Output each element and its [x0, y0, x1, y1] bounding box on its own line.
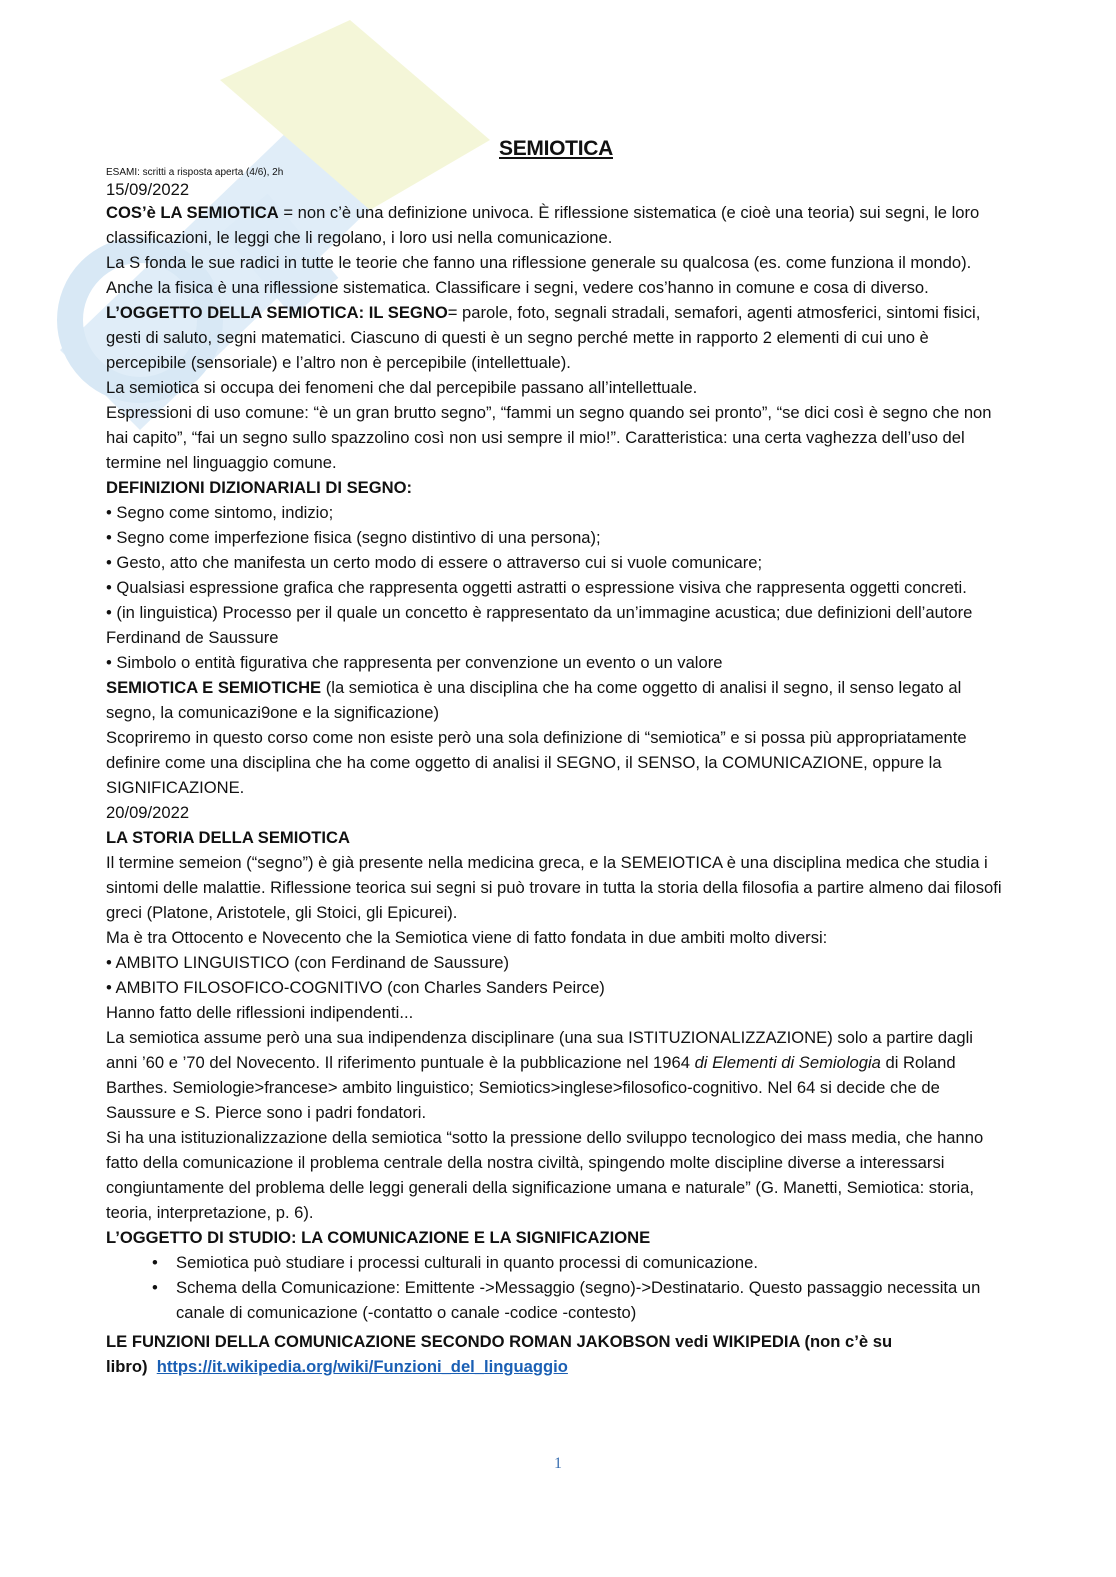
paragraph-oggetto: L’OGGETTO DELLA SEMIOTICA: IL SEGNO= parole, foto, segnali stradali, semafori, agenti atmosferici, sintomi fisici, gesti di saluto, segni matematici. Ciascuno di questi è un segno perché mette in rapporto 2 elementi di cui uno è percepibile (sensoriale) e l’altro non è percepibile (intellettuale). [106, 303, 981, 372]
date-2: 20/09/2022 [106, 803, 190, 822]
bullet-icon: • [152, 1278, 158, 1297]
heading-studio: L’OGGETTO DI STUDIO: LA COMUNICAZIONE E LA SIGNIFICAZIONE [106, 1228, 651, 1247]
list-item: • AMBITO LINGUISTICO (con Ferdinand de Saussure) [106, 953, 509, 972]
list-item: • Gesto, atto che manifesta un certo modo di essere o attraverso cui si vuole comunicare; [106, 553, 763, 572]
list-item: • Qualsiasi espressione grafica che rappresenta oggetti astratti o espressione visiva che rappresenta oggetti concreti. [106, 578, 967, 597]
list-item: • AMBITO FILOSOFICO-COGNITIVO (con Charles Sanders Peirce) [106, 978, 605, 997]
page-title: SEMIOTICA [499, 137, 613, 160]
heading-jakobson: LE FUNZIONI DELLA COMUNICAZIONE SECONDO ROMAN JAKOBSON vedi WIKIPEDIA (non c’è su libro) [106, 1332, 893, 1376]
paragraph-radici: La S fonda le sue radici in tutte le teorie che fanno una riflessione generale su qualcosa (es. come funziona il mondo). Anche la fisica è una riflessione sistematica. Classificare i segni, vedere cos’hanno in comune e cosa di diverso. [106, 253, 972, 297]
paragraph-fenomeni: La semiotica si occupa dei fenomeni che dal percepibile passano all’intellettuale. [106, 378, 698, 397]
paragraph-riflessioni: Hanno fatto delle riflessioni indipendenti... [106, 1003, 414, 1022]
heading-oggetto: L’OGGETTO DELLA SEMIOTICA: IL SEGNO [106, 303, 448, 322]
bullet-icon: • [152, 1253, 158, 1272]
heading-definizioni: DEFINIZIONI DIZIONARIALI DI SEGNO: [106, 478, 413, 497]
list-item: • Segno come sintomo, indizio; [106, 503, 334, 522]
wikipedia-link[interactable]: https://it.wikipedia.org/wiki/Funzioni_del_linguaggio [156, 1357, 568, 1376]
paragraph-istituzionalizzazione: La semiotica assume però una sua indipendenza disciplinare (una sua ISTITUZIONALIZZAZIONE) solo a partire dagli anni ’60 e ’70 del Novecento. Il riferimento puntuale è la pubblicazione nel 1964 di Elementi di Semiologia di Roland Barthes. Semiologie>francese> ambito linguistico; Semiotics>inglese>filosofico-cognitivo. Nel 64 si decide che de Saussure e S. Pierce sono i padri fondatori. [106, 1028, 973, 1122]
date-1: 15/09/2022 [106, 180, 190, 199]
paragraph-espressioni: Espressioni di uso comune: “è un gran brutto segno”, “fammi un segno quando sei pronto”, “se dici così è segno che non hai capito”, “fai un segno sullo spazzolino così non usi sempre il mio!”. Caratteristica: una certa vaghezza dell’uso del termine nel linguaggio comune. [106, 403, 992, 472]
paragraph-mass-media: Si ha una istituzionalizzazione della semiotica “sotto la pressione dello sviluppo tecnologico dei mass media, che hanno fatto della comunicazione il problema centrale della nostra civiltà, spingendo molte discipline diverse a interessarsi congiuntamente del problema delle leggi generali della significazione umana e naturale” (G. Manetti, Semiotica: storia, teoria, interpretazione, p. 6). [106, 1128, 984, 1222]
paragraph-definition: COS’è LA SEMIOTICA = non c’è una definizione univoca. È riflessione sistematica (e cioè una teoria) sui segni, le loro classificazioni, le leggi che li regolano, i loro usi nella comunicazione. [106, 203, 980, 247]
heading-semiotiche: SEMIOTICA E SEMIOTICHE [106, 678, 322, 697]
list-item: • Semiotica può studiare i processi culturali in quanto processi di comunicazione. [106, 1250, 1006, 1275]
heading-storia: LA STORIA DELLA SEMIOTICA [106, 828, 350, 847]
document-page [106, 132, 1006, 1379]
page-number: 1 [554, 1455, 562, 1472]
paragraph-semeion: Il termine semeion (“segno”) è già presente nella medicina greca, e la SEMEIOTICA è una disciplina medica che studia i sintomi delle malattie. Riflessione teorica sui segni si può trovare in tutta la storia della filosofia a partire almeno dai filosofi greci (Platone, Aristotele, gli Stoici, gli Epicurei). [106, 853, 1002, 922]
paragraph-ottocento: Ma è tra Ottocento e Novecento che la Semiotica viene di fatto fondata in due ambiti molto diversi: [106, 928, 828, 947]
list-item: • Segno come imperfezione fisica (segno distintivo di una persona); [106, 528, 601, 547]
list-item: • Schema della Comunicazione: Emittente ->Messaggio (segno)->Destinatario. Questo passaggio necessita un canale di comunicazione (-contatto o canale -codice -contesto) [106, 1275, 1006, 1325]
paragraph-semiotiche: SEMIOTICA E SEMIOTICHE (la semiotica è una disciplina che ha come oggetto di analisi il segno, il senso legato al segno, la comunicazi9one e la significazione) [106, 678, 962, 722]
list-item: • Simbolo o entità figurativa che rappresenta per convenzione un evento o un valore [106, 653, 723, 672]
heading-cos-e: COS’è LA SEMIOTICA [106, 203, 279, 222]
paragraph-jakobson [106, 1329, 1006, 1379]
exam-note: ESAMI: scritti a risposta aperta (4/6), 2h [106, 167, 284, 178]
list-item: • (in linguistica) Processo per il quale un concetto è rappresentato da un’immagine acustica; due definizioni dell’autore Ferdinand de Saussure [106, 603, 973, 647]
paragraph-corso: Scopriremo in questo corso come non esiste però una sola definizione di “semiotica” e si possa più appropriatamente definire come una disciplina che ha come oggetto di analisi il SEGNO, il SENSO, la COMUNICAZIONE, oppure la SIGNIFICAZIONE. [106, 728, 967, 797]
